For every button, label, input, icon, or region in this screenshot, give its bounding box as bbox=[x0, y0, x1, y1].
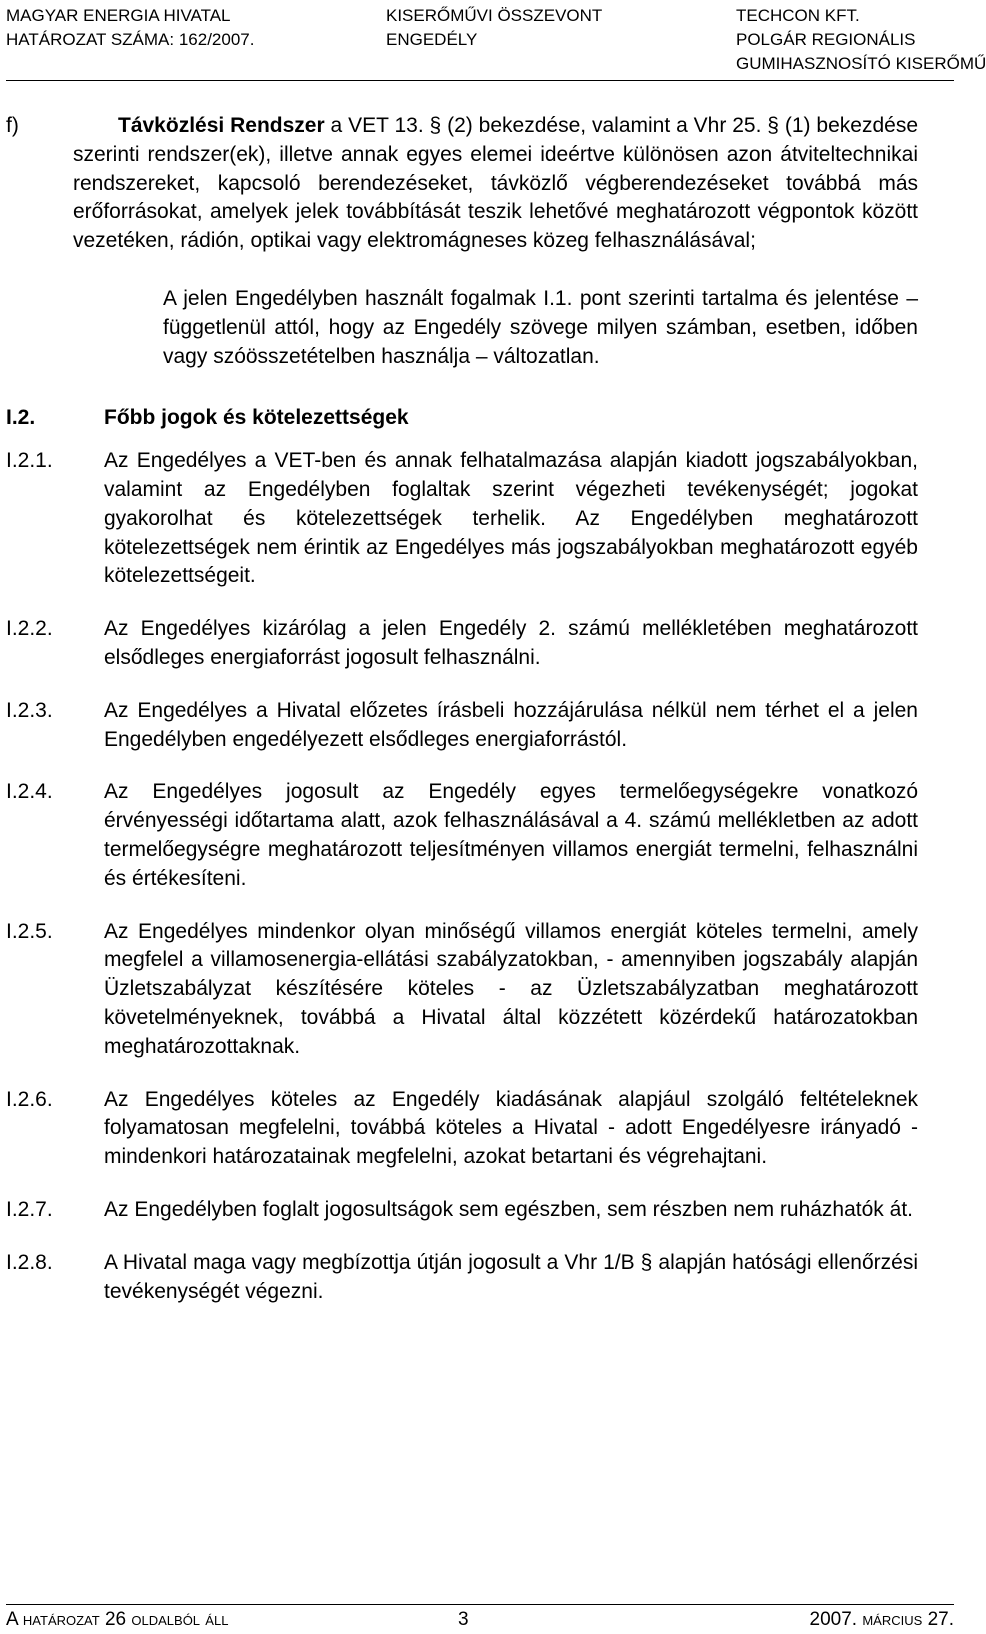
clause-number: I.2.1. bbox=[6, 449, 53, 473]
clause-number: I.2.2. bbox=[6, 617, 53, 641]
header-right bbox=[736, 4, 986, 76]
clause bbox=[0, 447, 960, 591]
footer-date: 2007. március 27. bbox=[809, 1609, 954, 1630]
clause-number: I.2.5. bbox=[6, 919, 53, 943]
clause bbox=[0, 615, 960, 673]
definition-note: A jelen Engedélyben használt fogalmak I.1. pont szerinti tartalma és jelentése – függetlenül attól, hogy az Engedély szövege milyen számban, esetben, időben vagy szóösszetételben használja – változatlan. bbox=[163, 286, 918, 368]
clause-text: Az Engedélyes a VET-ben és annak felhatalmazása alapján kiadott jogszabályokban, valamint az Engedélyben foglaltak szerint végezheti tevékenységét; jogokat gyakorolhat és kötelezettségek terhelik. Az Engedélyben meghatározott kötelezettségek nem érintik az Engedélyes más jogszabályokban meghatározott egyéb kötelezettségeit. bbox=[104, 449, 918, 588]
clause-text: Az Engedélyes mindenkor olyan minőségű villamos energiát köteles termelni, amely megfelel a villamosenergia-ellátási szabályzatokban, - amennyiben jogszabály alapján Üzletszabályzat készítésére köteles - az Üzletszabályzatban meghatározott követelményeknek, továbbá a Hivatal által közzétett közérdekű határozatokban meghatározottaknak. bbox=[104, 919, 918, 1058]
header-middle bbox=[386, 4, 602, 52]
clause-text: Az Engedélyes köteles az Engedély kiadásának alapjául szolgáló feltételeknek folyamatosan megfelelni, továbbá köteles a Hivatal - adott Engedélyesre irányadó - mindenkori határozatainak megfelelni, azokat betartani és végrehajtani. bbox=[104, 1087, 918, 1169]
header-authority: MAGYAR ENERGIA HIVATAL bbox=[6, 6, 231, 25]
clause bbox=[0, 918, 960, 1062]
header-plant-line2: GUMIHASZNOSÍTÓ KISERŐMŰ bbox=[736, 54, 986, 73]
definition-text bbox=[73, 112, 918, 256]
clause-number: I.2.7. bbox=[6, 1197, 53, 1221]
clause-number: I.2.6. bbox=[6, 1087, 53, 1111]
section-number: I.2. bbox=[6, 406, 36, 430]
clause-number: I.2.8. bbox=[6, 1250, 53, 1274]
definition-body: a VET 13. § (2) bekezdése, valamint a Vhr 25. § (1) bekezdése szerinti rendszer(ek), illetve annak egyes elemei ideértve különösen azon átviteltechnikai rendszereket, kapcsoló berendezéseket, távközlő végberendezéseket továbbá más erőforrásokat, amelyek jelek továbbítását teszik lehetővé meghatározott végpontok között vezetéken, rádión, optikai vagy elektromágneses közeg felhasználásával; bbox=[73, 114, 919, 253]
definition-item-f bbox=[6, 112, 919, 256]
header-left bbox=[6, 4, 254, 52]
header-company: TECHCON KFT. bbox=[736, 6, 860, 25]
clause bbox=[0, 778, 960, 893]
header-license-type-line1: KISERŐMŰVI ÖSSZEVONT bbox=[386, 6, 603, 25]
document-body bbox=[0, 112, 960, 1306]
footer-divider bbox=[6, 1604, 954, 1605]
clause bbox=[0, 1249, 960, 1307]
clause bbox=[0, 1196, 960, 1225]
clause-text: Az Engedélyes a Hivatal előzetes írásbeli hozzájárulása nélkül nem térhet el a jelen Engedélyben engedélyezett elsődleges energiaforrástól. bbox=[104, 698, 918, 751]
clause-text: Az Engedélyben foglalt jogosultságok sem egészben, sem részben nem ruházhatók át. bbox=[104, 1197, 913, 1221]
header-plant-line1: POLGÁR REGIONÁLIS bbox=[736, 30, 916, 49]
section-title: Főbb jogok és kötelezettségek bbox=[104, 406, 409, 430]
clause-text: Az Engedélyes jogosult az Engedély egyes termelőegységekre vonatkozó érvényességi időtartama alatt, azok felhasználásával a 4. számú mellékletben az adott termelőegységre meghatározott teljesítményen villamos energiát termelni, felhasználni és értékesíteni. bbox=[104, 780, 918, 890]
footer-page-count: A határozat 26 oldalból áll bbox=[6, 1609, 229, 1630]
clause-number: I.2.3. bbox=[6, 698, 53, 722]
clause bbox=[0, 1086, 960, 1172]
clause-text: Az Engedélyes kizárólag a jelen Engedély 2. számú mellékletében meghatározott elsődleges energiaforrást jogosult felhasználni. bbox=[104, 617, 918, 669]
item-letter: f) bbox=[6, 114, 19, 137]
footer-page-number: 3 bbox=[458, 1609, 469, 1630]
header-divider bbox=[6, 80, 954, 81]
clause bbox=[0, 697, 960, 755]
header-resolution-number: HATÁROZAT SZÁMA: 162/2007. bbox=[6, 30, 255, 49]
section-rights-obligations bbox=[0, 404, 960, 1306]
clause-text: A Hivatal maga vagy megbízottja útján jogosult a Vhr 1/B § alapján hatósági ellenőrzési tevékenységét végezni. bbox=[104, 1250, 918, 1303]
clause-number: I.2.4. bbox=[6, 780, 53, 804]
definition-term: Távközlési Rendszer bbox=[118, 114, 325, 137]
header-license-type-line2: ENGEDÉLY bbox=[386, 30, 478, 49]
